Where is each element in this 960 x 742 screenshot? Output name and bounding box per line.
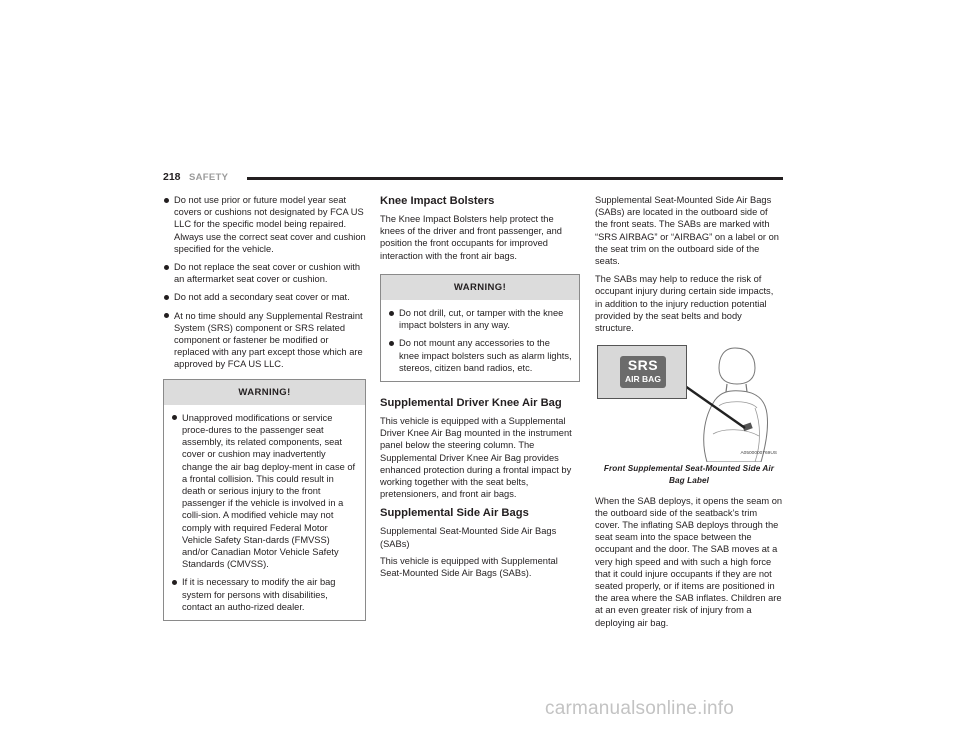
column-right xyxy=(595,194,783,635)
list-item: Do not add a secondary seat cover or mat. xyxy=(163,291,366,303)
page-header xyxy=(163,171,783,185)
paragraph: This vehicle is equipped with Supplemental Seat-Mounted Side Air Bags (SABs). xyxy=(380,555,558,579)
heading-side-air-bags: Supplemental Side Air Bags xyxy=(380,507,529,520)
label-inset xyxy=(597,345,687,399)
label-text-airbag: AIR BAG xyxy=(625,374,661,385)
list-item: Do not replace the seat cover or cushion with an aftermarket seat cover or cushion. xyxy=(163,261,366,285)
list-item: Do not drill, cut, or tamper with the knee impact bolsters in any way. xyxy=(388,307,572,331)
paragraph: The SABs may help to reduce the risk of occupant injury during certain side impacts, in addition to the injury reduction potential provided by the seat belts and body structure. xyxy=(595,274,774,334)
srs-airbag-label xyxy=(620,356,666,388)
watermark: carmanualsonline.info xyxy=(545,698,735,719)
heading-driver-knee-air-bag: Supplemental Driver Knee Air Bag xyxy=(380,397,562,410)
figure-caption: Front Supplemental Seat-Mounted Side Air Bag Label xyxy=(603,464,775,486)
warning-box-knee-bolsters xyxy=(380,274,580,382)
header-rule xyxy=(247,177,783,180)
list-item: Do not mount any accessories to the knee impact bolsters such as alarm lights, stereos, citizen band radios, etc. xyxy=(388,337,572,374)
label-text-srs: SRS xyxy=(627,357,659,374)
warning-title: WARNING! xyxy=(381,275,579,300)
list-item: Do not use prior or future model year seat covers or cushions not designated by FCA US LLC for the specific model being repaired. Always use the correct seat cover and cushion specified for the vehicle. xyxy=(163,194,366,255)
warning-body xyxy=(381,300,579,381)
paragraph: The Knee Impact Bolsters help protect the knees of the driver and front passenger, and position the front occupants for improved interaction with the front air bags. xyxy=(380,214,562,261)
paragraph: This vehicle is equipped with a Supplemental Driver Knee Air Bag mounted in the instrument panel below the steering column. The Supplemental Driver Knee Air Bag provides enhanced protection during a frontal impact by working together with the seat belts, pretensioners, and front air bags. xyxy=(380,416,572,500)
paragraph: Supplemental Seat-Mounted Side Air Bags (SABs) are located in the outboard side of the front seats. The SABs are marked with “SRS AIRBAG” or “AIRBAG” on a label or on the seat trim on the outboard side of the seats. xyxy=(595,195,779,267)
paragraph: When the SAB deploys, it opens the seam on the outboard side of the seatback’s trim cover. The inflating SAB deploys through the seat seam into the space between the occupant and the door. The SAB moves at a very high speed and with such a high force that it could injure occupants if they are not seated properly, or if items are positioned in the area where the SAB inflates. Children are at an even greater risk of injury from a deploying air bag. xyxy=(595,495,783,628)
seat-cover-bullet-list xyxy=(163,194,366,371)
warning-title: WARNING! xyxy=(164,380,365,405)
page-number: 218 xyxy=(163,171,181,183)
list-item: Unapproved modifications or service proce-dures to the passenger seat assembly, its related components, seat cover or cushion may inadvertently change the air bag deploy-ment in case of a frontal collision. This could result in death or serious injury to the front passenger if the vehicle is involved in a colli-sion. A modified vehicle may not comply with required Federal Motor Vehicle Safety Stan-dards (FMVSS) and/or Canadian Motor Vehicle Safety Standards (CMVSS). xyxy=(171,412,358,571)
figure-code: A0500000769US xyxy=(740,451,777,457)
warning-body xyxy=(164,405,365,620)
section-name: SAFETY xyxy=(189,171,229,183)
column-middle xyxy=(380,194,580,585)
seat-airbag-label-figure xyxy=(595,344,783,462)
column-left xyxy=(163,194,366,629)
subheading-seat-mounted-sabs: Supplemental Seat-Mounted Side Air Bags (SABs) xyxy=(380,526,557,549)
warning-box-seat-modification xyxy=(163,379,366,621)
list-item: If it is necessary to modify the air bag system for persons with disabilities, contact an autho-rized dealer. xyxy=(171,576,358,613)
heading-knee-impact-bolsters: Knee Impact Bolsters xyxy=(380,195,495,207)
list-item: At no time should any Supplemental Restraint System (SRS) component or SRS related component or fastener be modified or replaced with any part except those which are approved by FCA US LLC. xyxy=(163,310,366,371)
